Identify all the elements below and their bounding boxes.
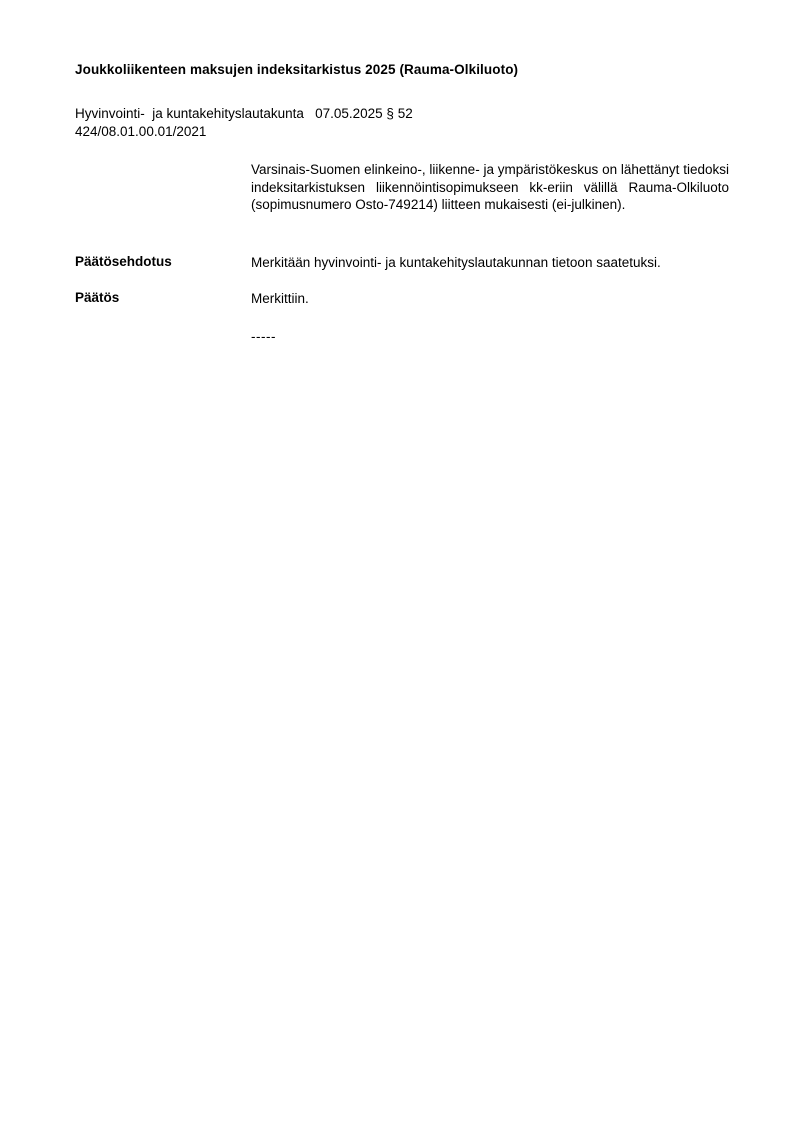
section-text: Merkittiin.: [251, 291, 309, 306]
section-text: Merkitään hyvinvointi- ja kuntakehityslautakunnan tietoon saatetuksi.: [251, 255, 661, 270]
page-title: Joukkoliikenteen maksujen indeksitarkistus 2025 (Rauma-Olkiluoto): [75, 62, 519, 77]
section-label: Päätös: [75, 290, 120, 305]
case-number: 424/08.01.00.01/2021: [75, 124, 207, 139]
meeting-body-and-date: Hyvinvointi- ja kuntakehityslautakunta 07.05.2025 § 52: [75, 106, 413, 121]
section-text: -----: [251, 329, 276, 344]
section-label: Päätösehdotus: [75, 254, 172, 269]
section-text: Varsinais-Suomen elinkeino-, liikenne- ja ympäristökeskus on lähettänyt tiedoksi indeksitarkistuksen liikennöintisopimukseen kk-eriin välillä Rauma-Olkiluoto (sopimusnumero Osto-749214) liitteen mukaisesti (ei-julkinen).: [251, 162, 729, 212]
